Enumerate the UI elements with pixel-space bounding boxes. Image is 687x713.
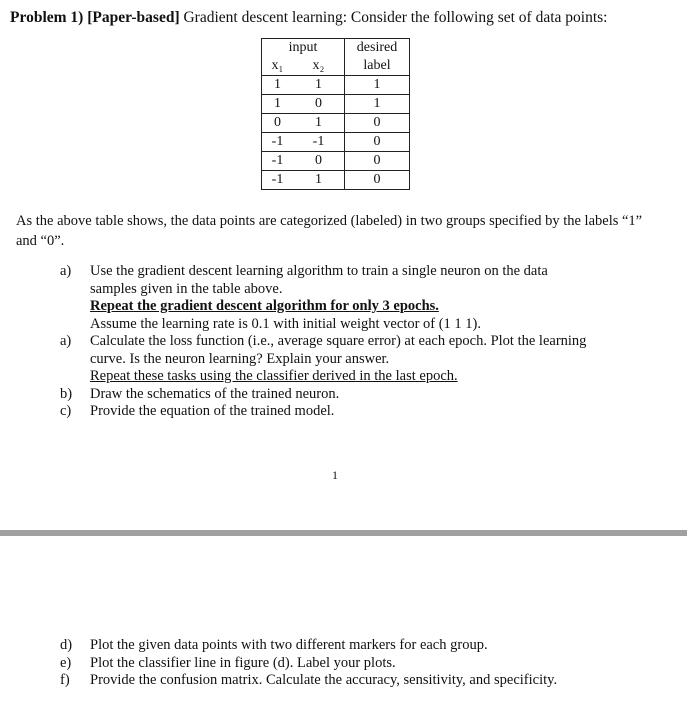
problem-title-text: Gradient descent learning: Consider the following set of data points: (179, 9, 608, 26)
data-table (261, 38, 410, 190)
item-text: Use the gradient descent learning algorithm to train a single neuron on the data (90, 263, 548, 279)
header-desired: desired (345, 39, 410, 58)
cell-x1: 1 (262, 76, 294, 95)
task-list-page1 (60, 263, 586, 421)
item-text: samples given in the table above. (90, 280, 283, 297)
cell-label: 1 (345, 76, 410, 95)
item-marker: b) (60, 385, 73, 402)
item-text: curve. Is the neuron learning? Explain your answer. (90, 350, 390, 367)
cell-x2: 0 (293, 95, 345, 114)
header-x1: x₁ (262, 57, 294, 76)
list-item-a1 (60, 263, 586, 333)
item-emphasis: Repeat these tasks using the classifier derived in the last epoch. (90, 368, 458, 384)
cell-x2: -1 (293, 133, 345, 152)
cell-x1: -1 (262, 133, 294, 152)
cell-label: 0 (345, 152, 410, 171)
intro-paragraph: As the above table shows, the data points are categorized (labeled) in two groups specified by the labels “1” and “0”. (16, 213, 643, 249)
list-item-c (60, 403, 586, 421)
cell-x1: 1 (262, 95, 294, 114)
table-row (262, 95, 410, 114)
table-row (262, 114, 410, 133)
cell-label: 0 (345, 171, 410, 190)
list-item-d (60, 637, 557, 655)
item-marker: a) (60, 263, 72, 279)
page-number: 1 (332, 468, 338, 482)
table-row (262, 171, 410, 190)
item-text: Draw the schematics of the trained neuron. (90, 385, 340, 402)
item-marker: e) (60, 654, 72, 671)
cell-x2: 1 (293, 114, 345, 133)
page-divider (0, 530, 687, 536)
cell-label: 0 (345, 114, 410, 133)
item-text: Provide the equation of the trained model. (90, 403, 335, 419)
cell-x2: 0 (293, 152, 345, 171)
item-emphasis: Repeat the gradient descent algorithm for only 3 epochs. (90, 298, 439, 314)
list-item-a2 (60, 333, 586, 386)
problem-title-bold: Problem 1) [Paper-based] (10, 9, 180, 26)
item-text: Plot the classifier line in figure (d). Label your plots. (90, 654, 396, 671)
item-marker: f) (60, 672, 70, 688)
item-text: Provide the confusion matrix. Calculate the accuracy, sensitivity, and specificity. (90, 672, 558, 688)
cell-x2: 1 (293, 76, 345, 95)
list-item-e (60, 655, 557, 673)
task-list-page2 (60, 637, 557, 690)
cell-label: 0 (345, 133, 410, 152)
header-label: label (345, 57, 410, 76)
list-item-b (60, 386, 586, 404)
cell-label: 1 (345, 95, 410, 114)
list-item-f (60, 672, 557, 690)
item-text: Assume the learning rate is 0.1 with initial weight vector of (1 1 1). (90, 315, 482, 332)
header-x2: x₂ (293, 57, 345, 76)
cell-x2: 1 (293, 171, 345, 190)
cell-x1: -1 (262, 171, 294, 190)
item-marker: c) (60, 403, 72, 419)
item-text: Calculate the loss function (i.e., average square error) at each epoch. Plot the learning (90, 333, 587, 349)
item-marker: a) (60, 333, 72, 349)
problem-title (10, 9, 607, 27)
table-row (262, 133, 410, 152)
item-text: Plot the given data points with two different markers for each group. (90, 637, 488, 653)
header-input: input (262, 39, 345, 58)
item-marker: d) (60, 637, 73, 653)
table-row (262, 152, 410, 171)
cell-x1: -1 (262, 152, 294, 171)
cell-x1: 0 (262, 114, 294, 133)
table-row (262, 76, 410, 95)
